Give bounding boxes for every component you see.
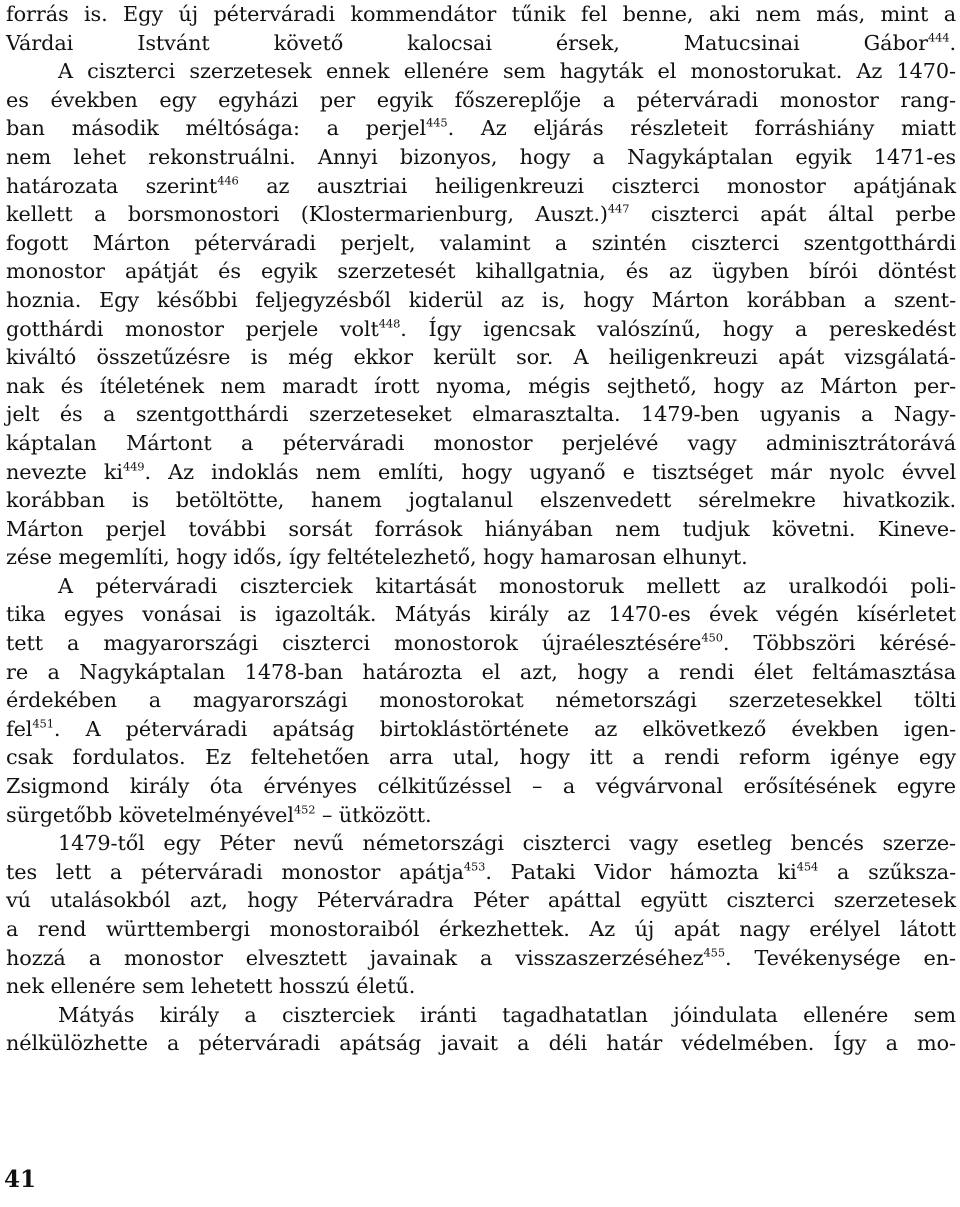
text-line (6, 1029, 956, 1058)
text-run: . Tevékenysége en- (725, 945, 956, 970)
text-line (6, 29, 956, 58)
footnote-ref: 446 (217, 172, 239, 187)
text-run: káptalan Mártont a péterváradi monostor perjelévé vagy adminisztrátorává (6, 430, 956, 455)
text-run: nak és ítéletének nem maradt írott nyoma, mégis sejthető, hogy az Márton per- (6, 373, 956, 398)
text-line (6, 629, 956, 658)
text-run: sürgetőbb követelményével (6, 802, 294, 827)
text-run: A ciszterci szerzetesek ennek ellenére sem hagyták el monostorukat. Az 1470- (58, 59, 956, 84)
text-run: hoznia. Egy későbbi feljegyzésből kiderül az is, hogy Márton korábban a szent- (6, 287, 956, 312)
footnote-ref: 454 (796, 859, 819, 874)
text-line (6, 829, 956, 858)
text-run: Zsigmond király óta érvényes célkitűzéssel – a végvárvonal erősítésének egyre (6, 774, 956, 799)
text-line (6, 515, 956, 544)
text-line (6, 86, 956, 115)
text-line (6, 286, 956, 315)
text-run: kellett a borsmonostori (Klostermarienburg, Auszt.) (6, 202, 608, 227)
text-run: nek ellenére sem lehetett hosszú életű. (6, 974, 416, 999)
text-line (6, 972, 956, 1001)
text-line (6, 143, 956, 172)
text-run: ciszterci apát által perbe (629, 202, 956, 227)
text-line (6, 429, 956, 458)
footnote-ref: 448 (378, 315, 401, 330)
text-run: es években egy egyházi per egyik főszereplője a péterváradi monostor rang- (6, 87, 956, 112)
text-line (6, 57, 956, 86)
footnote-ref: 452 (293, 802, 316, 817)
text-run: . A péterváradi apátság birtoklástörténete az elkövetkező években igen- (53, 716, 956, 741)
text-run: fel (6, 716, 33, 741)
text-line (6, 172, 956, 201)
text-run: kiváltó összetűzésre is még ekkor került sor. A heiligenkreuzi apát vizsgálatá- (6, 345, 956, 370)
page-number: 41 (4, 1166, 37, 1193)
footnote-ref: 453 (463, 859, 486, 874)
text-line (6, 114, 956, 143)
text-run: Várdai Istvánt követő kalocsai érsek, Matucsinai Gábor (6, 30, 928, 55)
text-run: korábban is betöltötte, hanem jogtalanul elszenvedett sérelmekre hivatkozik. (6, 488, 956, 513)
text-line (6, 858, 956, 887)
text-run: forrás is. Egy új péterváradi kommendátor tűnik fel benne, aki nem más, mint a (6, 2, 956, 26)
text-run: . (949, 30, 956, 55)
text-run: Márton perjel további sorsát források hiányában nem tudjuk követni. Kineve- (6, 516, 956, 541)
text-line (6, 0, 956, 29)
footnote-ref: 451 (32, 716, 54, 731)
text-line (6, 658, 956, 687)
text-run: . Így igencsak valószínű, hogy a pereskedést (400, 316, 957, 341)
text-line (6, 400, 956, 429)
text-run: re a Nagykáptalan 1478-ban határozta el azt, hogy a rendi élet feltámasztása (6, 659, 956, 684)
text-run: az ausztriai heiligenkreuzi ciszterci monostor apátjának (238, 173, 956, 198)
text-run: vú utalásokból azt, hogy Péterváradra Péter apáttal együtt ciszterci szerzetesek (6, 888, 956, 913)
text-run: fogott Márton péterváradi perjelt, valamint a szintén ciszterci szentgotthárdi (6, 230, 956, 255)
footnote-ref: 449 (122, 458, 145, 473)
text-run: jelt és a szentgotthárdi szerzeteseket elmarasztalta. 1479-ben ugyanis a Nagy- (6, 402, 956, 427)
text-line (6, 600, 956, 629)
text-run: érdekében a magyarországi monostorokat németországi szerzetesekkel tölti (6, 688, 956, 713)
page-body-text (6, 0, 956, 1058)
text-line (6, 944, 956, 973)
text-run: A péterváradi ciszterciek kitartását monostoruk mellett az uralkodói poli- (58, 573, 956, 598)
text-run: csak fordulatos. Ez feltehetően arra utal, hogy itt a rendi reform igénye egy (6, 745, 956, 770)
text-line (6, 458, 956, 487)
text-line (6, 715, 956, 744)
text-run: tika egyes vonásai is igazolták. Mátyás király az 1470-es évek végén kísérletet (6, 602, 956, 627)
text-run: . Az eljárás részleteit forráshiány miatt (447, 116, 957, 141)
text-run: a szűksza- (818, 859, 957, 884)
text-line (6, 1001, 956, 1030)
text-line (6, 315, 956, 344)
footnote-ref: 455 (703, 945, 726, 960)
footnote-ref: 444 (927, 30, 950, 45)
text-run: gotthárdi monostor perjele volt (6, 316, 379, 341)
text-run: . Az indoklás nem említi, hogy ugyanő e tisztséget már nyolc évvel (144, 459, 957, 484)
footnote-ref: 445 (426, 115, 448, 130)
text-run: ban második méltósága: a perjel (6, 116, 427, 141)
text-run: hozzá a monostor elvesztett javainak a visszaszerzéséhez (6, 945, 704, 970)
text-line (6, 572, 956, 601)
text-run: tes lett a péterváradi monostor apátja (6, 859, 464, 884)
text-line (6, 257, 956, 286)
text-line (6, 486, 956, 515)
text-line (6, 801, 956, 830)
text-run: – ütközött. (315, 802, 432, 827)
text-line (6, 686, 956, 715)
text-run: zése megemlíti, hogy idős, így feltételezhető, hogy hamarosan elhunyt. (6, 545, 748, 570)
text-run: a rend württembergi monostoraiból érkezhettek. Az új apát nagy erélyel látott (6, 917, 956, 941)
text-line (6, 886, 956, 915)
text-run: . Többszöri kérésé- (722, 631, 956, 656)
text-line (6, 229, 956, 258)
text-run: nem lehet rekonstruálni. Annyi bizonyos, hogy a Nagykáptalan egyik 1471-es (6, 144, 956, 169)
footnote-ref: 447 (607, 201, 630, 216)
text-line (6, 915, 956, 944)
text-line (6, 543, 956, 572)
text-line (6, 200, 956, 229)
text-run: tett a magyarországi ciszterci monostorok újraélesztésére (6, 631, 702, 656)
text-run: monostor apátját és egyik szerzetesét kihallgatnia, és az ügyben bírói döntést (6, 259, 956, 284)
text-run: . Pataki Vidor hámozta ki (485, 859, 797, 884)
text-line (6, 772, 956, 801)
text-line (6, 743, 956, 772)
text-run: határozata szerint (6, 173, 218, 198)
footnote-ref: 450 (701, 630, 723, 645)
text-run: nevezte ki (6, 459, 123, 484)
text-run: nélkülözhette a péterváradi apátság javait a déli határ védelmében. Így a mo- (6, 1031, 956, 1056)
text-line (6, 343, 956, 372)
text-line (6, 372, 956, 401)
text-run: Mátyás király a ciszterciek iránti tagadhatatlan jóindulata ellenére sem (58, 1002, 956, 1027)
text-run: 1479-től egy Péter nevű németországi ciszterci vagy esetleg bencés szerze- (58, 831, 956, 856)
